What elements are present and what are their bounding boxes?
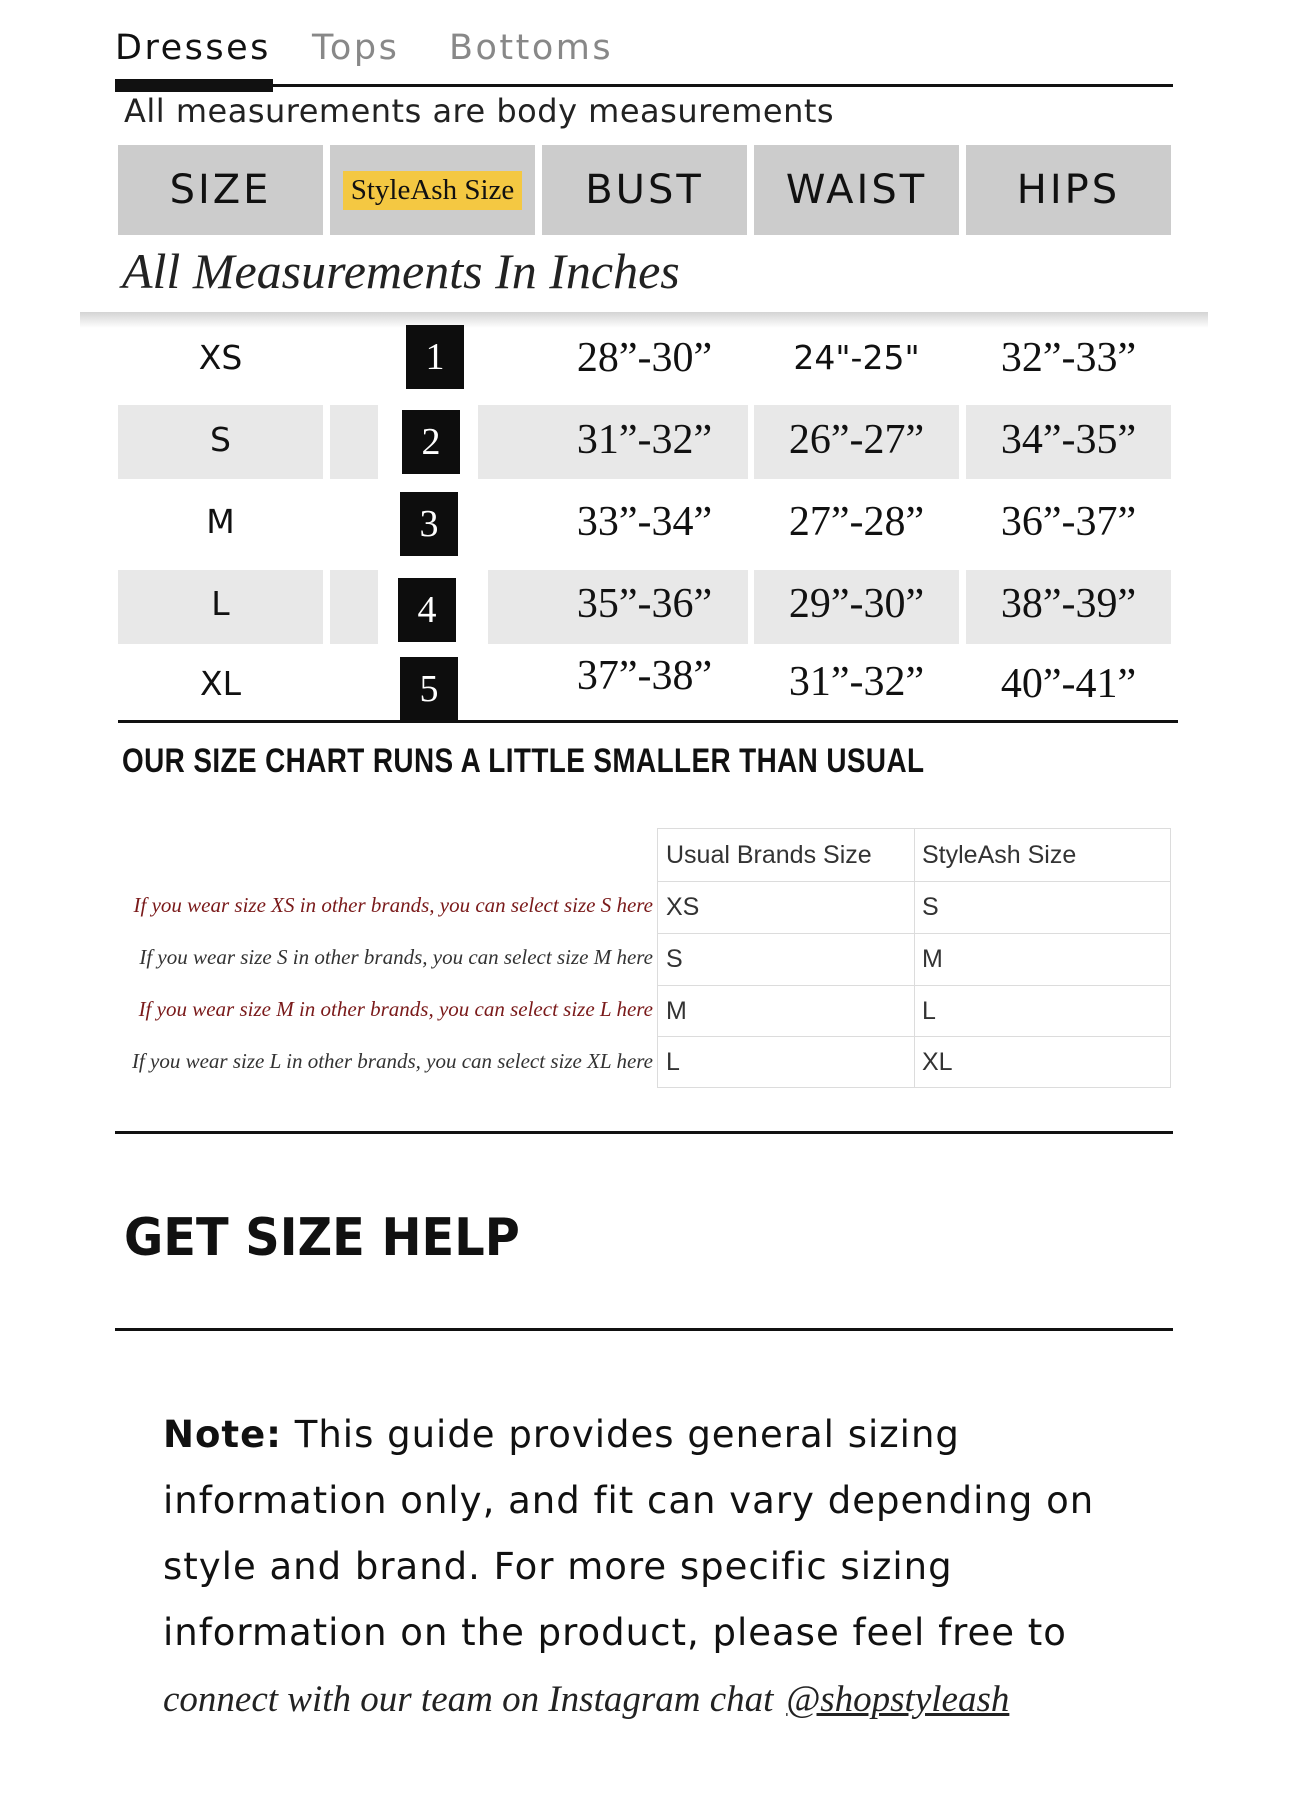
- size-runs-small-note: OUR SIZE CHART RUNS A LITTLE SMALLER THAN USUAL: [122, 742, 925, 780]
- waist-value: 26”-27”: [788, 417, 925, 463]
- bust-value: 37”-38”: [576, 653, 713, 699]
- bust-value: 28”-30”: [576, 335, 713, 381]
- section-divider: [115, 1328, 1173, 1331]
- measurement-subtitle: All measurements are body measurements: [124, 92, 835, 130]
- note-label: Note:: [163, 1413, 282, 1456]
- table-bottom-rule: [118, 720, 1178, 723]
- comparison-note: If you wear size S in other brands, you can select size M here: [139, 945, 653, 969]
- size-tabs: [115, 28, 1173, 90]
- hips-value: 32”-33”: [1000, 335, 1137, 381]
- styleash-size-badge: StyleAsh Size: [343, 171, 523, 210]
- size-label: XS: [198, 338, 243, 377]
- hips-value: 34”-35”: [1000, 417, 1137, 463]
- note-text: This guide provides general sizing information only, and fit can vary depending on style and brand. For more specific sizing information on the product, please feel free to: [163, 1413, 1095, 1654]
- waist-value: 24"-25": [793, 338, 920, 377]
- active-tab-indicator: [115, 79, 273, 92]
- styleash-size-number: 4: [398, 578, 456, 642]
- header-waist: WAIST: [754, 145, 959, 235]
- size-label: L: [211, 584, 230, 623]
- row-band: [330, 570, 378, 644]
- row-band: [330, 405, 378, 479]
- header-hips: HIPS: [966, 145, 1171, 235]
- comparison-note: If you wear size M in other brands, you can select size L here: [138, 997, 653, 1021]
- hips-value: 40”-41”: [1000, 661, 1137, 707]
- contact-text: connect with our team on Instagram chat: [163, 1679, 774, 1720]
- usual-size-cell: L: [666, 1048, 680, 1076]
- size-label: M: [206, 502, 235, 541]
- sizing-note: [163, 1402, 1163, 1733]
- styleash-size-number: 5: [400, 657, 458, 721]
- comparison-note: If you wear size XS in other brands, you can select size S here: [133, 893, 653, 917]
- section-divider: [115, 1131, 1173, 1134]
- styleash-size-cell: L: [922, 997, 936, 1025]
- tab-bottoms[interactable]: Bottoms: [449, 28, 614, 68]
- size-label: S: [210, 420, 231, 459]
- styleash-size-number: 2: [402, 410, 460, 474]
- instagram-handle-link[interactable]: @shopstyleash: [786, 1679, 1010, 1720]
- styleash-size-number: 1: [406, 325, 464, 389]
- waist-value: 31”-32”: [788, 659, 925, 705]
- units-caption: All Measurements In Inches: [122, 243, 680, 299]
- header-styleash-size: StyleAsh Size: [922, 841, 1077, 869]
- size-label: XL: [200, 664, 241, 703]
- styleash-size-number: 3: [400, 492, 458, 556]
- header-usual-brands-size: Usual Brands Size: [666, 841, 872, 869]
- waist-value: 29”-30”: [788, 581, 925, 627]
- tab-dresses[interactable]: Dresses: [115, 28, 271, 68]
- styleash-size-cell: XL: [922, 1048, 953, 1076]
- header-styleash-size: [330, 145, 535, 235]
- header-bust: BUST: [542, 145, 747, 235]
- tab-divider: [115, 84, 1173, 87]
- hips-value: 38”-39”: [1000, 581, 1137, 627]
- bust-value: 31”-32”: [576, 417, 713, 463]
- header-size: SIZE: [118, 145, 323, 235]
- usual-size-cell: S: [666, 945, 683, 973]
- hips-value: 36”-37”: [1000, 499, 1137, 545]
- waist-value: 27”-28”: [788, 499, 925, 545]
- tab-tops[interactable]: Tops: [312, 28, 400, 68]
- bust-value: 35”-36”: [576, 581, 713, 627]
- caption-shadow: [80, 312, 1208, 328]
- get-size-help-button[interactable]: GET SIZE HELP: [124, 1208, 520, 1268]
- styleash-size-cell: M: [922, 945, 943, 973]
- usual-size-cell: XS: [666, 893, 700, 921]
- usual-size-cell: M: [666, 997, 687, 1025]
- comparison-note: If you wear size L in other brands, you can select size XL here: [131, 1049, 653, 1073]
- table-column-divider: [914, 829, 915, 1087]
- brand-comparison-table: [657, 828, 1171, 1088]
- styleash-size-cell: S: [922, 893, 939, 921]
- bust-value: 33”-34”: [576, 499, 713, 545]
